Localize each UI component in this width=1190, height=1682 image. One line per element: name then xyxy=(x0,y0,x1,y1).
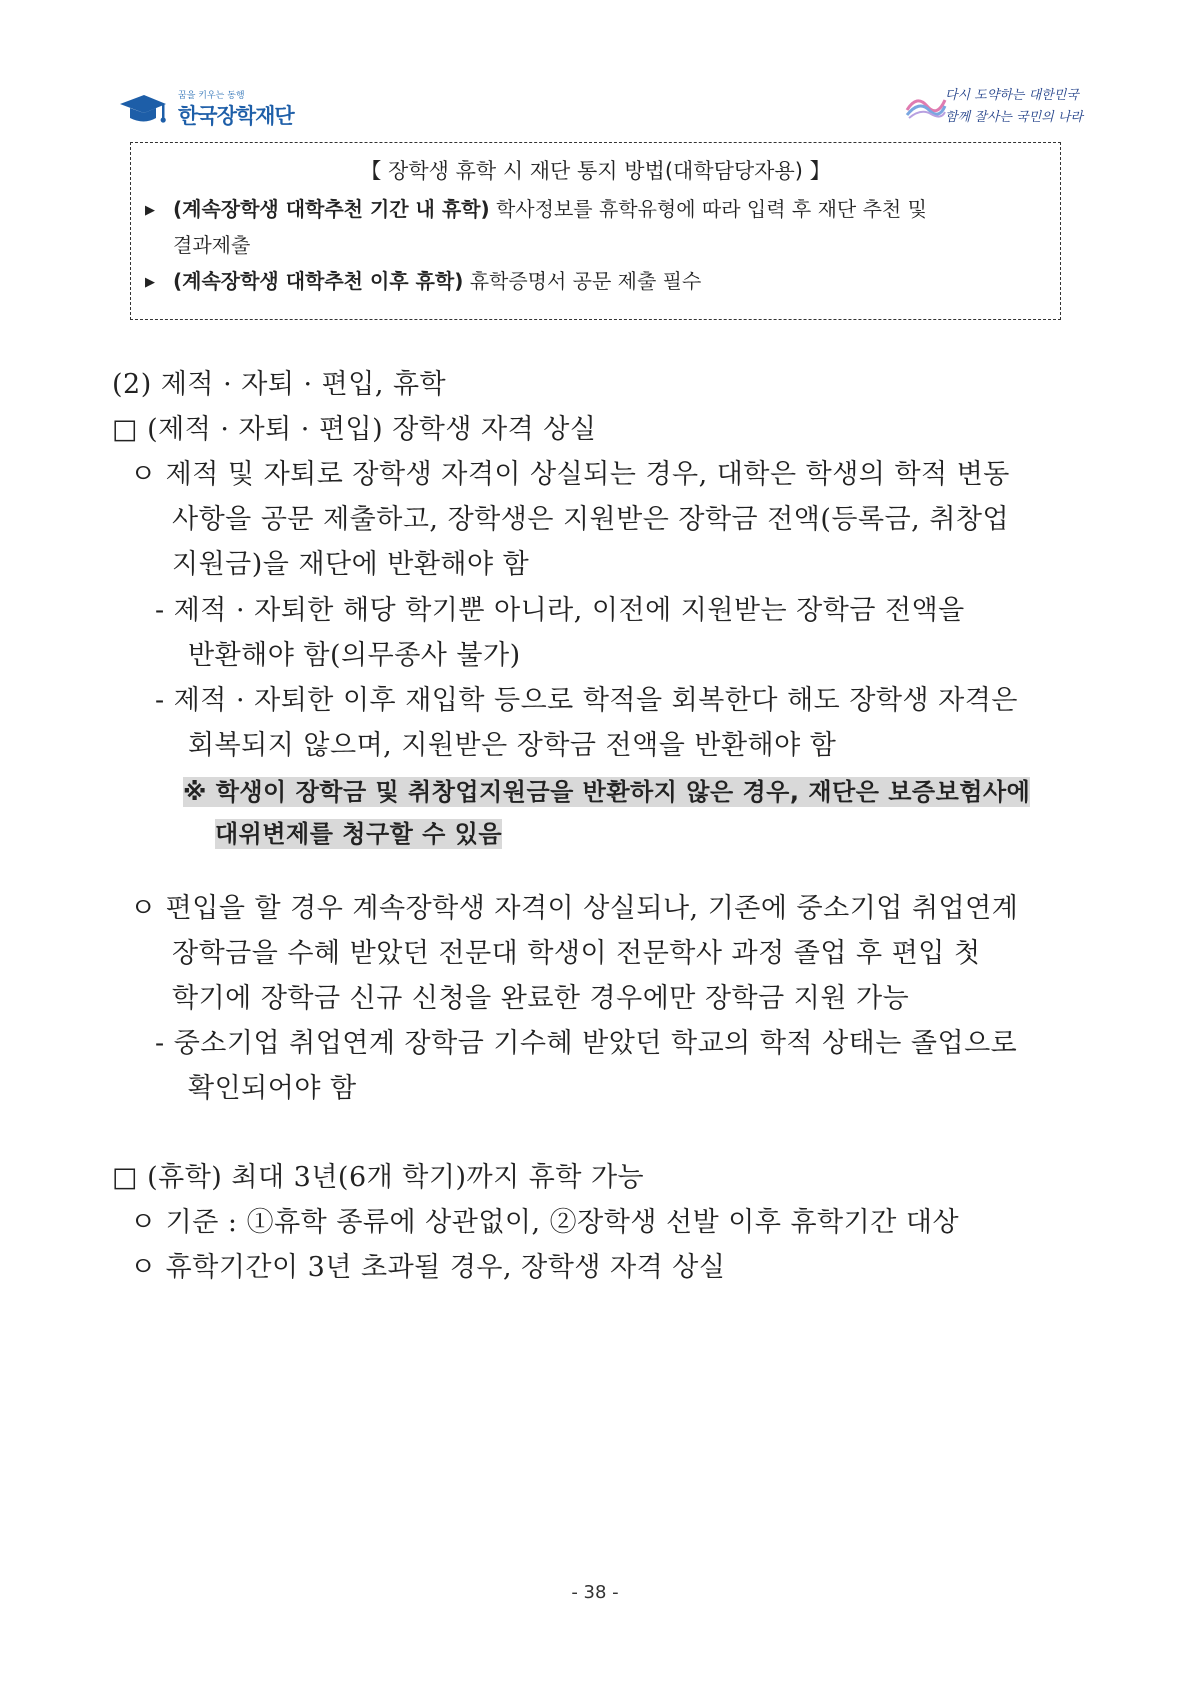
slogan-line-2: 함께 잘사는 국민의 나라 xyxy=(945,110,1083,125)
slogan-line-1: 다시 도약하는 대한민국 xyxy=(945,88,1079,103)
paragraph-line: ㅇ 기준 : ①휴학 종류에 상관없이, ②장학생 선발 이후 휴학기간 대상 xyxy=(130,1207,960,1238)
kosaf-logo xyxy=(118,86,298,132)
paragraph-line: ㅇ 휴학기간이 3년 초과될 경우, 장학생 자격 상실 xyxy=(130,1252,726,1283)
triangle-bullet-icon: ▶ xyxy=(145,203,155,218)
paragraph-line: 지원금)을 재단에 반환해야 함 xyxy=(172,549,530,580)
subsection-heading: □ (제적 · 자퇴 · 편입) 장학생 자격 상실 xyxy=(112,414,597,445)
section-heading: (2) 제적 · 자퇴 · 편입, 휴학 xyxy=(112,369,447,400)
paragraph-line: ㅇ 편입을 할 경우 계속장학생 자격이 상실되나, 기존에 중소기업 취업연계 xyxy=(130,893,1019,924)
notice-item-2-heading: (계속장학생 대학추천 이후 휴학) xyxy=(173,269,464,293)
notice-item-1-continuation: 결과제출 xyxy=(173,233,251,257)
highlighted-note-text: 대위변제를 청구할 수 있음 xyxy=(215,820,503,848)
notice-item-1 xyxy=(145,191,927,229)
notice-item-2-text: 휴학증명서 공문 제출 필수 xyxy=(463,269,702,293)
highlighted-note xyxy=(215,814,502,849)
page-number: - 38 - xyxy=(571,1582,619,1603)
triangle-bullet-icon: ▶ xyxy=(145,275,155,290)
notice-box xyxy=(130,142,1061,320)
slogan-emblem-icon xyxy=(905,90,947,120)
dash-item-line: - 제적 · 자퇴한 이후 재입학 등으로 학적을 회복한다 해도 장학생 자격은 xyxy=(155,685,1018,716)
graduation-cap-icon xyxy=(118,92,168,126)
notice-item-2 xyxy=(145,263,701,301)
highlighted-note xyxy=(183,772,1030,807)
subsection-heading: □ (휴학) 최대 3년(6개 학기)까지 휴학 가능 xyxy=(112,1162,645,1193)
dash-item-line: 회복되지 않으며, 지원받은 장학금 전액을 반환해야 함 xyxy=(188,730,837,761)
paragraph-line: ㅇ 제적 및 자퇴로 장학생 자격이 상실되는 경우, 대학은 학생의 학적 변동 xyxy=(130,459,1010,490)
notice-item-1-heading: (계속장학생 대학추천 기간 내 휴학) xyxy=(173,197,490,221)
dash-item-line: - 제적 · 자퇴한 해당 학기뿐 아니라, 이전에 지원받는 장학금 전액을 xyxy=(155,595,965,626)
dash-item-line: - 중소기업 취업연계 장학금 기수혜 받았던 학교의 학적 상태는 졸업으로 xyxy=(155,1028,1018,1059)
dash-item-line: 확인되어야 함 xyxy=(188,1073,357,1104)
logo-tagline: 꿈을 키우는 동행 xyxy=(178,91,245,101)
logo-name: 한국장학재단 xyxy=(178,104,294,128)
notice-title: 【 장학생 휴학 시 재단 통지 방법(대학담당자용) 】 xyxy=(360,159,831,183)
paragraph-line: 학기에 장학금 신규 신청을 완료한 경우에만 장학금 지원 가능 xyxy=(172,983,910,1014)
government-slogan xyxy=(905,80,1085,130)
paragraph-line: 장학금을 수혜 받았던 전문대 학생이 전문학사 과정 졸업 후 편입 첫 xyxy=(172,938,981,969)
highlighted-note-text: ※ 학생이 장학금 및 취창업지원금을 반환하지 않은 경우, 재단은 보증보험사에 xyxy=(183,778,1031,806)
paragraph-line: 사항을 공문 제출하고, 장학생은 지원받은 장학금 전액(등록금, 취창업 xyxy=(172,504,1010,535)
notice-item-1-text: 학사정보를 휴학유형에 따라 입력 후 재단 추천 및 xyxy=(489,197,927,221)
dash-item-line: 반환해야 함(의무종사 불가) xyxy=(188,640,521,671)
